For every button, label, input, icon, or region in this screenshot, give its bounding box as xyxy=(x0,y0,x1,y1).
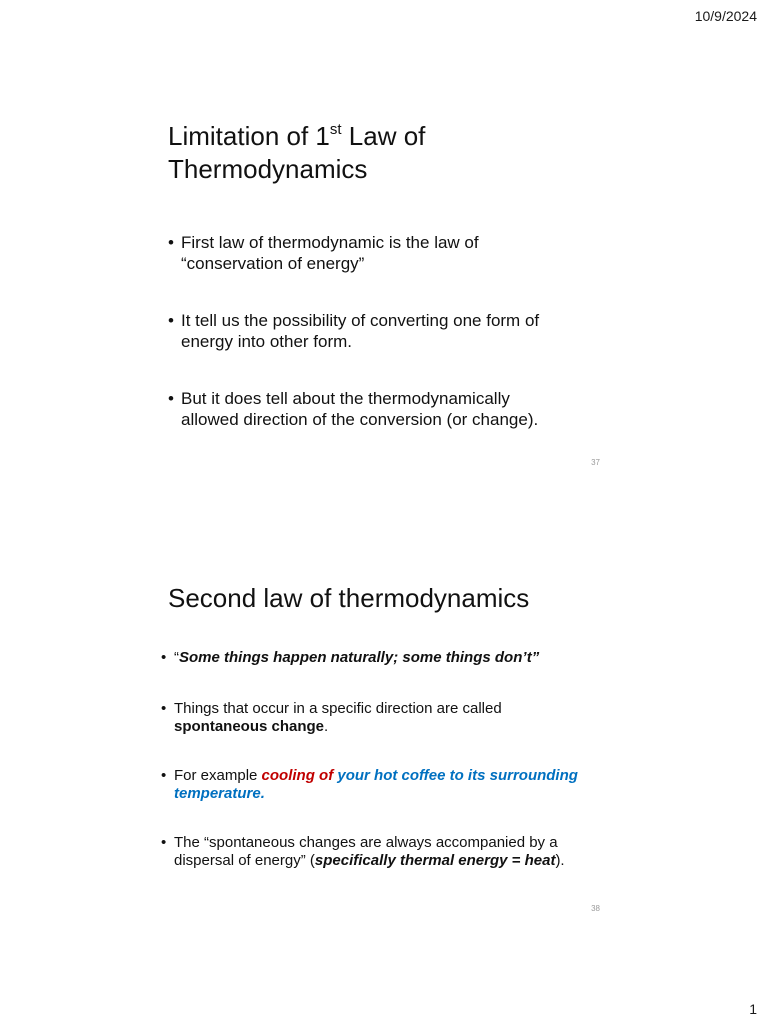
bold-term: spontaneous change xyxy=(174,718,325,735)
bullet-icon: • xyxy=(168,311,174,330)
bullet-icon: • xyxy=(161,700,167,717)
list-item xyxy=(168,310,608,352)
title-part-1: Limitation of 1 xyxy=(168,121,330,151)
bullet-text: Things that occur in a specific direction are called xyxy=(174,700,502,717)
bullet-list xyxy=(161,649,609,903)
highlight-red: cooling of xyxy=(261,767,334,784)
bullet-line: “conservation of energy” xyxy=(181,254,365,273)
highlight-blue: your hot coffee to its surrounding xyxy=(333,767,578,784)
bullet-line: allowed direction of the conversion (or change). xyxy=(181,410,539,429)
title-part-2: Law of xyxy=(341,121,426,151)
slide-number: 37 xyxy=(591,458,600,467)
bullet-list xyxy=(168,232,608,466)
slide-number: 38 xyxy=(591,904,600,913)
bullet-line: But it does tell about the thermodynamically xyxy=(181,389,510,408)
bullet-line-suffix: ). xyxy=(555,852,565,869)
open-quote: “ xyxy=(174,649,179,666)
slide-38 xyxy=(150,570,610,920)
bullet-icon: • xyxy=(161,834,167,851)
slide-37 xyxy=(150,100,610,475)
slide-title: Second law of thermodynamics xyxy=(168,583,530,613)
quote-text: Some things happen naturally; some things don’t” xyxy=(179,649,540,666)
highlight-blue: temperature. xyxy=(174,785,265,802)
bullet-line: The “spontaneous changes are always accompanied by a xyxy=(174,834,558,851)
title-line-2: Thermodynamics xyxy=(168,154,368,184)
list-item xyxy=(161,649,609,667)
bullet-icon: • xyxy=(168,389,174,408)
bullet-icon: • xyxy=(168,233,174,252)
bullet-line-prefix: dispersal of energy” ( xyxy=(174,852,315,869)
slide-title xyxy=(168,120,425,186)
bold-italic-text: specifically thermal energy = heat xyxy=(314,852,556,869)
header-date: 10/9/2024 xyxy=(694,8,757,24)
bullet-icon: • xyxy=(161,649,167,666)
page-number: 1 xyxy=(749,1001,757,1017)
list-item xyxy=(161,700,609,736)
list-item xyxy=(168,232,608,274)
bullet-end: . xyxy=(324,718,329,735)
bullet-line: First law of thermodynamic is the law of xyxy=(181,233,479,252)
bullet-icon: • xyxy=(161,767,167,784)
bullet-prefix: For example xyxy=(174,767,262,784)
list-item xyxy=(161,834,609,870)
list-item xyxy=(161,767,609,803)
title-superscript: st xyxy=(329,121,342,138)
bullet-line: It tell us the possibility of converting one form of xyxy=(181,311,540,330)
list-item xyxy=(168,388,608,430)
bullet-line: energy into other form. xyxy=(181,332,353,351)
